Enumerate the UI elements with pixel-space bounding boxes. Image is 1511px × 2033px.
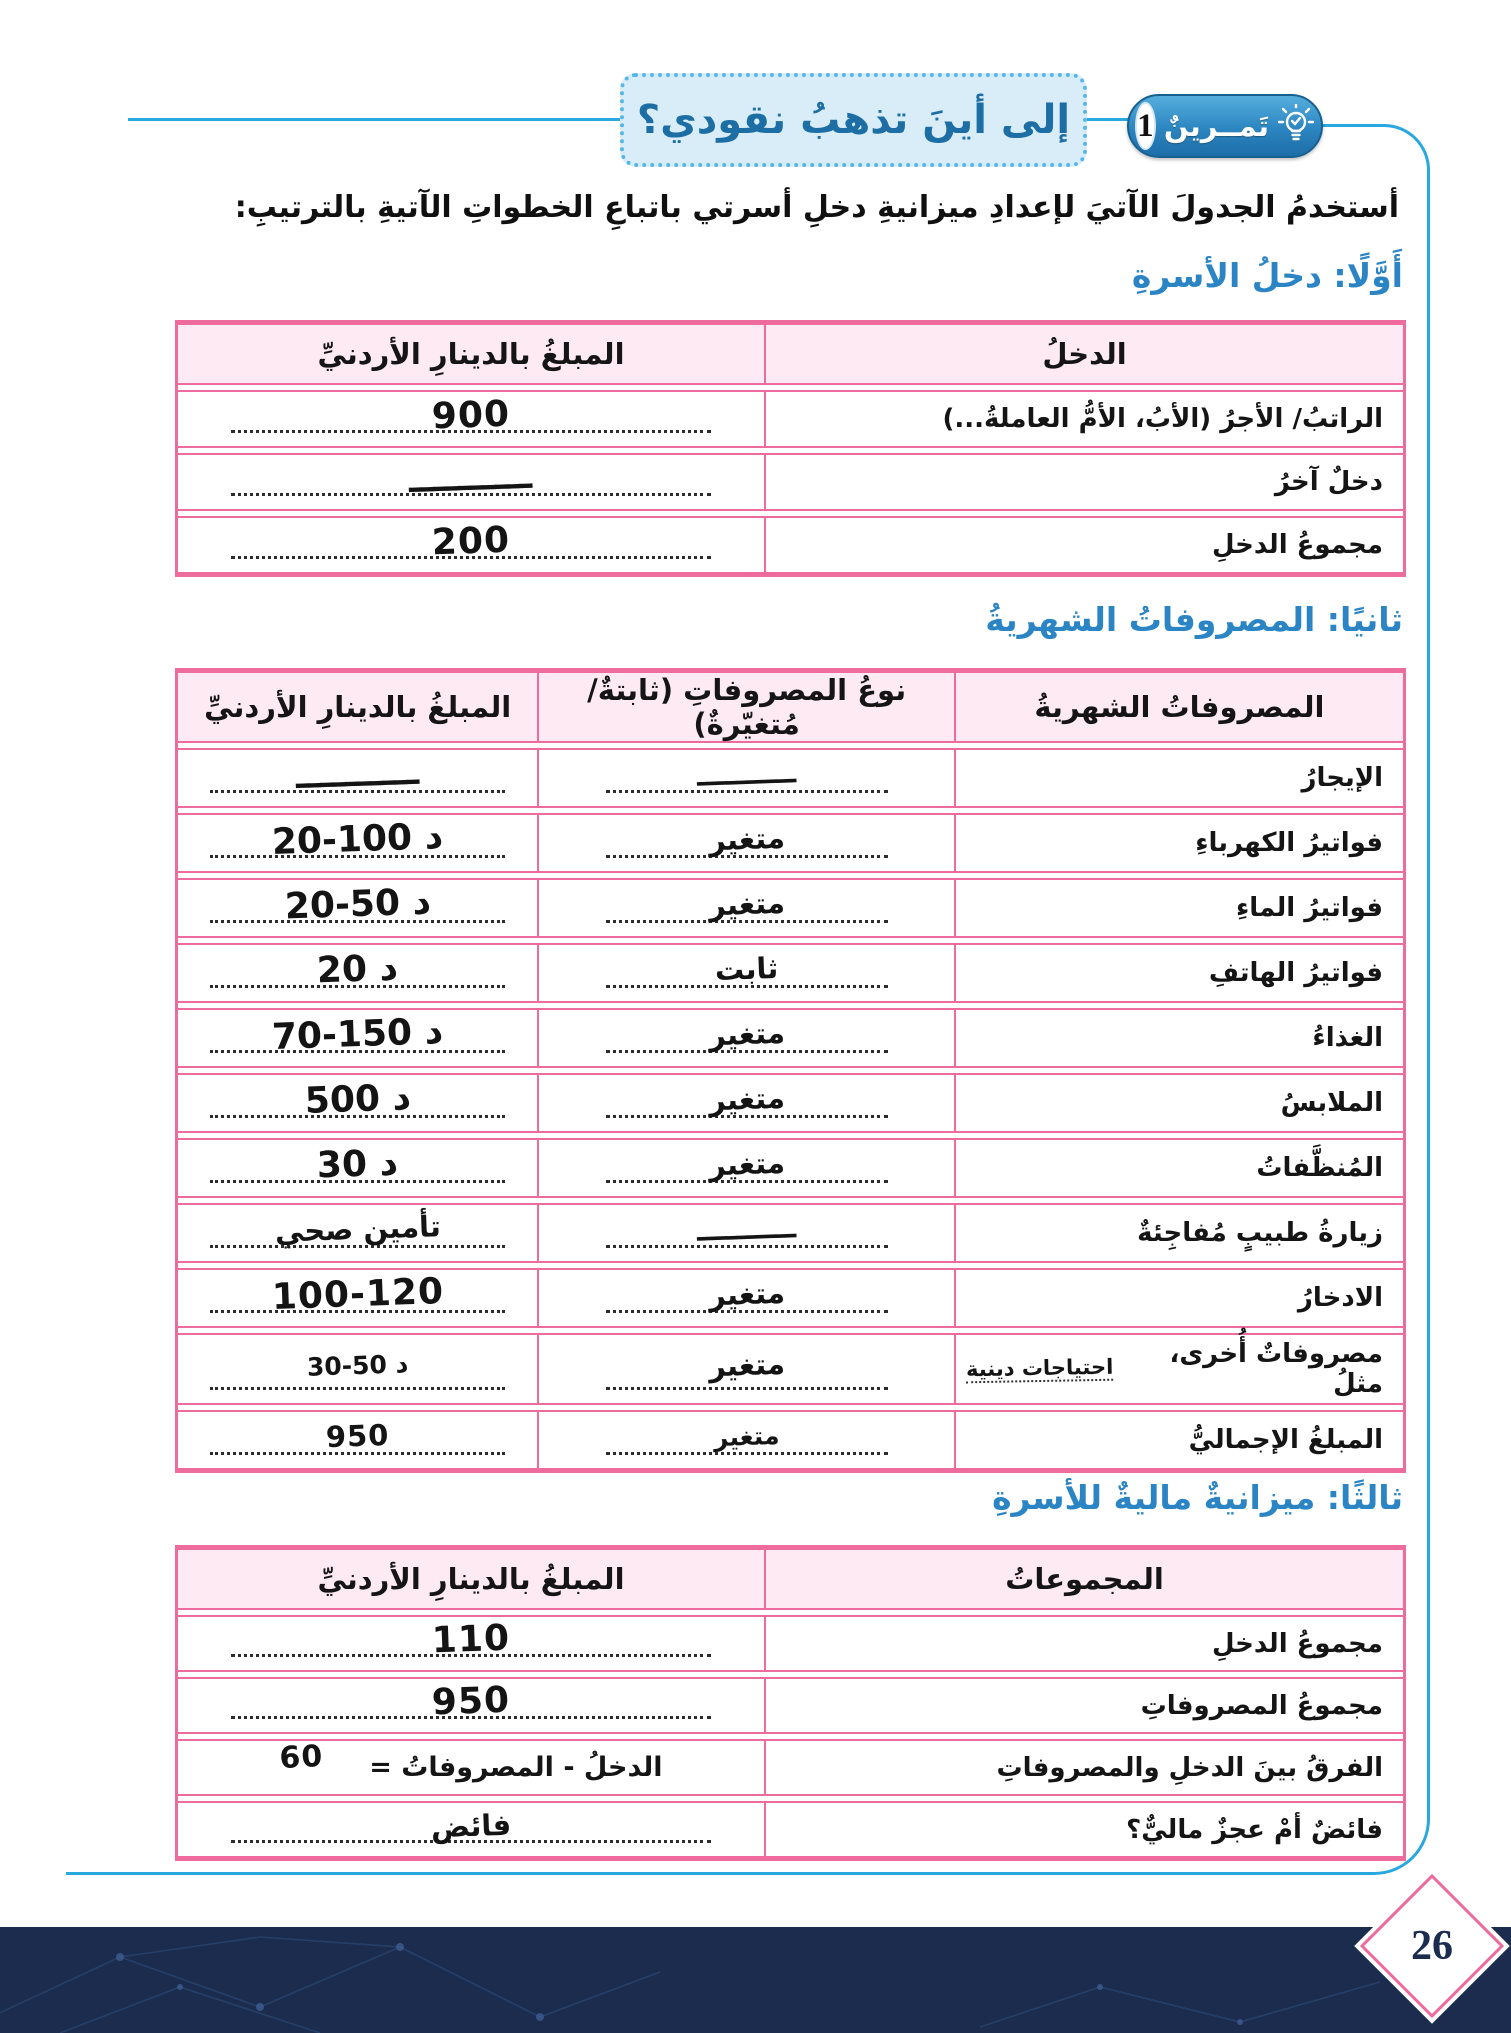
row-label: فواتيرُ الهاتفِ	[1208, 958, 1383, 988]
table-row	[178, 1801, 1403, 1858]
handwritten-answer: 500 د	[303, 1076, 412, 1122]
table-row	[178, 1073, 1403, 1133]
answer-cell-type[interactable]	[539, 880, 956, 936]
table-row	[178, 1138, 1403, 1198]
difference-equation: الدخلُ - المصروفاتُ =	[369, 1752, 663, 1783]
column-header-income: الدخلُ	[1042, 337, 1127, 371]
section3-heading: ثالثًا: ميزانيةٌ ماليةٌ للأسرةِ	[992, 1478, 1403, 1517]
row-label-printed: مصروفاتٌ أُخرى، مثلُ	[1169, 1339, 1383, 1399]
column-header-amount: المبلغُ بالدينارِ الأردنيِّ	[178, 325, 766, 383]
column-header-expense-type: نوعُ المصروفاتِ (ثابتةٌ/ مُتغيّرةٌ)	[539, 673, 956, 741]
row-label: الفرقُ بينَ الدخلِ والمصروفاتِ	[996, 1752, 1383, 1783]
table-row	[178, 748, 1403, 808]
table-row	[178, 1739, 1403, 1796]
handwritten-answer: 20-50 د	[283, 880, 432, 928]
handwritten-answer: متغير	[707, 1015, 786, 1053]
row-label: مجموعُ الدخلِ	[1211, 1628, 1383, 1659]
row-label: المبلغُ الإجماليُّ	[1188, 1425, 1383, 1455]
answer-cell-type[interactable]	[539, 1140, 956, 1196]
handwritten-answer: 200	[431, 519, 511, 563]
answer-cell-other-income-amount[interactable]	[178, 455, 766, 509]
handwritten-answer: متغير	[707, 1275, 786, 1313]
handwritten-answer: 20-100 د	[271, 815, 444, 863]
answer-cell-amount[interactable]	[178, 750, 539, 806]
handwritten-answer: متغير	[713, 1420, 780, 1452]
handwritten-answer: 950	[325, 1417, 390, 1455]
row-label: الادخارُ	[1297, 1283, 1383, 1313]
handwritten-answer: 20 د	[316, 947, 399, 991]
column-header-amount: المبلغُ بالدينارِ الأردنيِّ	[178, 1550, 766, 1608]
answer-cell-type[interactable]	[539, 1270, 956, 1326]
budget-summary-table	[175, 1545, 1406, 1861]
handwritten-answer: ــــــــــ	[696, 1210, 797, 1248]
answer-cell-difference[interactable]	[178, 1738, 766, 1794]
row-label: دخلٌ آخرُ	[1274, 467, 1383, 497]
answer-cell-type[interactable]	[539, 1205, 956, 1261]
row-label	[956, 1335, 1403, 1403]
answer-cell-type[interactable]	[539, 945, 956, 1001]
lightbulb-icon	[1277, 103, 1315, 149]
handwritten-answer: 30-50 د	[306, 1348, 409, 1382]
exercise-number-badge: 1	[1135, 102, 1156, 150]
answer-cell-type[interactable]	[539, 1010, 956, 1066]
lesson-title: إلى أينَ تذهبُ نقودي؟	[636, 97, 1071, 143]
handwritten-answer: 900	[431, 393, 511, 437]
column-header-amount: المبلغُ بالدينارِ الأردنيِّ	[178, 673, 539, 741]
budget-table-header-row	[178, 1548, 1403, 1610]
row-label: مجموعُ الدخلِ	[1211, 530, 1383, 560]
handwritten-answer: ــــــــــ	[696, 755, 797, 793]
table-row	[178, 1615, 1403, 1672]
answer-cell-amount[interactable]	[178, 1412, 539, 1468]
table-row	[178, 943, 1403, 1003]
table-row	[178, 516, 1403, 574]
handwritten-answer: 70-150 د	[271, 1010, 444, 1058]
answer-cell-total-income-amount[interactable]	[178, 518, 766, 572]
handwritten-answer: ــــــــــ	[295, 751, 420, 797]
lesson-title-box	[620, 73, 1087, 167]
footer-band	[0, 1927, 1511, 2033]
answer-cell-surplus-or-deficit[interactable]	[178, 1803, 766, 1856]
row-label: المُنظَّفاتُ	[1256, 1153, 1383, 1183]
handwritten-answer: متغير	[707, 885, 786, 923]
handwritten-answer: تأمين صحي	[273, 1209, 442, 1249]
handwritten-answer: ثابت	[714, 950, 779, 988]
dotted-blank	[210, 1387, 505, 1390]
handwritten-answer: 30 د	[316, 1142, 399, 1186]
table-row	[178, 1008, 1403, 1068]
row-label: فواتيرُ الكهرباءِ	[1195, 828, 1383, 858]
column-header-expense: المصروفاتُ الشهريةُ	[1034, 690, 1325, 724]
income-table-header-row	[178, 323, 1403, 385]
answer-cell-amount[interactable]	[178, 1010, 539, 1066]
dotted-blank	[606, 1452, 888, 1455]
table-row	[178, 453, 1403, 511]
row-label: فائضٌ أمْ عجزٌ ماليٌّ؟	[1126, 1814, 1383, 1845]
table-row	[178, 1268, 1403, 1328]
dotted-blank	[606, 1387, 888, 1390]
handwritten-answer: 100-120	[270, 1270, 445, 1318]
table-row	[178, 1410, 1403, 1470]
exercise-badge	[1127, 94, 1323, 158]
page-number: 26	[1411, 1923, 1453, 1969]
answer-cell-type[interactable]	[539, 1075, 956, 1131]
table-row	[178, 390, 1403, 448]
row-label: الراتبُ/ الأجرُ (الأبُ، الأمُّ العاملةُ...)	[942, 404, 1383, 434]
handwritten-answer: 110	[431, 1617, 511, 1662]
expenses-table-header-row	[178, 671, 1403, 743]
column-header-totals: المجموعاتُ	[1005, 1562, 1164, 1596]
row-label: مجموعُ المصروفاتِ	[1140, 1690, 1383, 1721]
table-row	[178, 813, 1403, 873]
handwritten-answer[interactable]: احتياجات دينية	[965, 1354, 1114, 1382]
top-connector-line	[128, 118, 620, 121]
income-table	[175, 320, 1406, 577]
handwritten-answer: متغير	[707, 1080, 786, 1118]
badge-bracket-hook-line	[1322, 124, 1430, 182]
answer-cell-salary-amount[interactable]	[178, 392, 766, 446]
handwritten-answer: متغير	[707, 1346, 786, 1384]
answer-cell-total-expenses[interactable]	[178, 1679, 766, 1732]
answer-cell-amount[interactable]	[178, 1335, 539, 1403]
answer-cell-type[interactable]	[539, 815, 956, 871]
answer-cell-amount[interactable]	[178, 1075, 539, 1131]
expenses-table	[175, 668, 1406, 1473]
handwritten-answer: متغير	[707, 820, 786, 858]
row-label: الغذاءُ	[1312, 1023, 1383, 1053]
answer-cell-type[interactable]	[539, 1412, 956, 1468]
answer-cell-type[interactable]	[539, 750, 956, 806]
handwritten-answer: فائض	[430, 1807, 512, 1844]
row-label: زيارةُ طبيبٍ مُفاجِئةٌ	[1137, 1218, 1383, 1248]
handwritten-answer: 60	[278, 1738, 324, 1777]
answer-cell-amount[interactable]	[178, 815, 539, 871]
row-label: الملابسُ	[1280, 1088, 1383, 1118]
answer-cell-amount[interactable]	[178, 1205, 539, 1261]
answer-cell-type[interactable]	[539, 1335, 956, 1403]
intro-text: أستخدمُ الجدولَ الآتيَ لإعدادِ ميزانيةِ دخلِ أسرتي باتباعِ الخطواتِ الآتيةِ بالترتيبِ:	[234, 190, 1399, 225]
section1-heading: أَوَّلًا: دخلُ الأسرةِ	[1131, 256, 1403, 295]
exercise-label: تَمــرينٌ	[1163, 109, 1269, 143]
table-row	[178, 1203, 1403, 1263]
table-row	[178, 1333, 1403, 1405]
answer-cell-total-income[interactable]	[178, 1617, 766, 1670]
answer-cell-amount[interactable]	[178, 1140, 539, 1196]
answer-cell-amount[interactable]	[178, 945, 539, 1001]
section2-heading: ثانيًا: المصروفاتُ الشهريةُ	[985, 600, 1403, 639]
table-row	[178, 1677, 1403, 1734]
footer-network-decoration	[0, 1927, 1511, 2033]
handwritten-answer: متغير	[707, 1145, 786, 1183]
handwritten-answer: ــــــــــ	[408, 455, 534, 501]
answer-cell-amount[interactable]	[178, 880, 539, 936]
row-label: فواتيرُ الماءِ	[1236, 893, 1383, 923]
handwritten-answer: 950	[431, 1679, 511, 1724]
table-row	[178, 878, 1403, 938]
answer-cell-amount[interactable]	[178, 1270, 539, 1326]
row-label: الإيجارُ	[1301, 763, 1383, 793]
